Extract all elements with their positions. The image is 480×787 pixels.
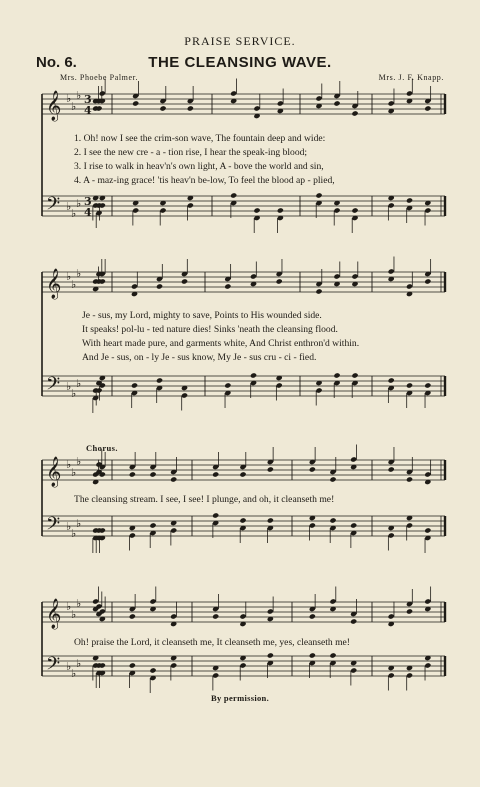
note-head: [156, 283, 163, 289]
note-head: [149, 471, 156, 477]
note-head: [351, 110, 358, 116]
flat-sign-icon: ♭: [66, 458, 72, 471]
note-head: [187, 105, 194, 111]
note-head: [351, 207, 358, 213]
verse-2-line-b: It speaks! pol-lu - ted nature dies! Sinks 'neath the cleansing flood.: [82, 324, 338, 335]
note-head: [239, 517, 246, 523]
flat-sign-icon: ♭: [71, 207, 77, 220]
note-head: [309, 466, 316, 472]
flat-sign-icon: ♭: [71, 387, 77, 400]
bass-clef-icon: 𝄢: [46, 514, 61, 539]
note-head: [181, 278, 188, 284]
note-head: [424, 278, 431, 284]
verse-1-line-b: Je - sus, my Lord, mighty to save, Points to His wounded side.: [82, 310, 322, 321]
note-head: [424, 382, 431, 388]
note-head: [129, 662, 136, 668]
note-head: [212, 613, 219, 619]
note-head: [276, 278, 283, 284]
flat-sign-icon: ♭: [76, 267, 82, 280]
chorus-line-2: Oh! praise the Lord, it cleanseth me, It cleanseth me, yes, cleanseth me!: [74, 637, 350, 648]
note-head: [267, 652, 274, 658]
note-head: [159, 105, 166, 111]
flat-sign-icon: ♭: [76, 197, 82, 210]
flat-sign-icon: ♭: [71, 527, 77, 540]
chorus-line-1: The cleansing stream. I see, I see! I plunge, and oh, it cleanseth me!: [74, 494, 335, 505]
note-head: [156, 377, 163, 383]
note-head: [309, 613, 316, 619]
note-head: [329, 517, 336, 523]
flat-sign-icon: ♭: [66, 270, 72, 283]
note-head: [250, 372, 257, 378]
note-head: [129, 471, 136, 477]
note-head: [315, 192, 322, 198]
time-signature-top: 3: [84, 195, 92, 208]
note-head: [406, 476, 413, 482]
note-head: [224, 382, 231, 388]
note-head: [350, 522, 357, 528]
flat-sign-icon: ♭: [66, 380, 72, 393]
flat-sign-icon: ♭: [71, 100, 77, 113]
note-head: [329, 652, 336, 658]
flat-sign-icon: ♭: [71, 466, 77, 479]
note-head: [388, 466, 395, 472]
note-head: [350, 618, 357, 624]
flat-sign-icon: ♭: [66, 520, 72, 533]
note-head: [230, 192, 237, 198]
note-head: [333, 372, 340, 378]
flat-sign-icon: ♭: [66, 200, 72, 213]
note-head: [424, 105, 431, 111]
flat-sign-icon: ♭: [66, 92, 72, 105]
note-head: [309, 652, 316, 658]
flat-sign-icon: ♭: [71, 278, 77, 291]
note-head: [329, 476, 336, 482]
note-head: [149, 667, 156, 673]
flat-sign-icon: ♭: [76, 597, 82, 610]
note-head: [131, 382, 138, 388]
note-head: [129, 613, 136, 619]
bass-clef-icon: 𝄢: [46, 654, 61, 679]
treble-clef-icon: 𝄞: [46, 269, 62, 299]
verse-3-line-b: With heart made pure, and garments white, And Christ enthron'd within.: [82, 338, 360, 349]
time-signature-bottom: 4: [84, 104, 92, 117]
verse-4-line-a: 4. A - maz-ing grace! 'tis heav'n be-low, To feel the blood ap - plied,: [74, 175, 335, 186]
permission-note: By permission.: [210, 693, 270, 703]
flat-sign-icon: ♭: [76, 657, 82, 670]
note-head: [406, 382, 413, 388]
note-head: [267, 517, 274, 523]
note-head: [253, 207, 260, 213]
note-head: [170, 476, 177, 482]
treble-clef-icon: 𝄞: [46, 457, 62, 487]
note-head: [424, 527, 431, 533]
verse-3-line-a: 3. I rise to walk in heav'n's own light, A - bove the world and sin,: [74, 161, 324, 172]
composer-credit: Mrs. J. F. Knapp.: [378, 73, 444, 82]
note-head: [132, 100, 139, 106]
time-signature-top: 3: [84, 93, 92, 106]
flat-sign-icon: ♭: [76, 517, 82, 530]
treble-clef-icon: 𝄞: [46, 91, 62, 121]
treble-clef-icon: 𝄞: [46, 599, 62, 629]
note-head: [351, 372, 358, 378]
note-head: [239, 471, 246, 477]
flat-sign-icon: ♭: [76, 89, 82, 102]
note-head: [267, 466, 274, 472]
note-head: [149, 522, 156, 528]
verse-1-line-a: 1. Oh! now I see the crim-son wave, The fountain deep and wide:: [74, 133, 326, 144]
note-head: [388, 377, 395, 383]
lyricist-credit: Mrs. Phoebe Palmer.: [60, 73, 139, 82]
flat-sign-icon: ♭: [66, 600, 72, 613]
note-head: [224, 283, 231, 289]
flat-sign-icon: ♭: [76, 455, 82, 468]
flat-sign-icon: ♭: [71, 667, 77, 680]
note-head: [333, 100, 340, 106]
running-head: PRAISE SERVICE.: [184, 34, 296, 48]
verse-2-line-a: 2. I see the new cre - a - tion rise, I hear the speak-ing blood;: [74, 147, 308, 158]
note-head: [315, 288, 322, 294]
flat-sign-icon: ♭: [66, 660, 72, 673]
bass-clef-icon: 𝄢: [46, 374, 61, 399]
note-head: [406, 197, 413, 203]
note-head: [277, 207, 284, 213]
verse-4-line-b: And Je - sus, on - ly Je - sus know, My Je - sus cru - ci - fied.: [82, 352, 317, 363]
flat-sign-icon: ♭: [71, 608, 77, 621]
time-signature-bottom: 4: [84, 206, 92, 219]
chorus-label: Chorus.: [86, 443, 118, 453]
hymn-number: No. 6.: [36, 54, 77, 71]
hymn-title: THE CLEANSING WAVE.: [148, 54, 332, 71]
flat-sign-icon: ♭: [76, 377, 82, 390]
bass-clef-icon: 𝄢: [46, 194, 61, 219]
note-head: [212, 512, 219, 518]
note-head: [406, 608, 413, 614]
note-head: [212, 471, 219, 477]
